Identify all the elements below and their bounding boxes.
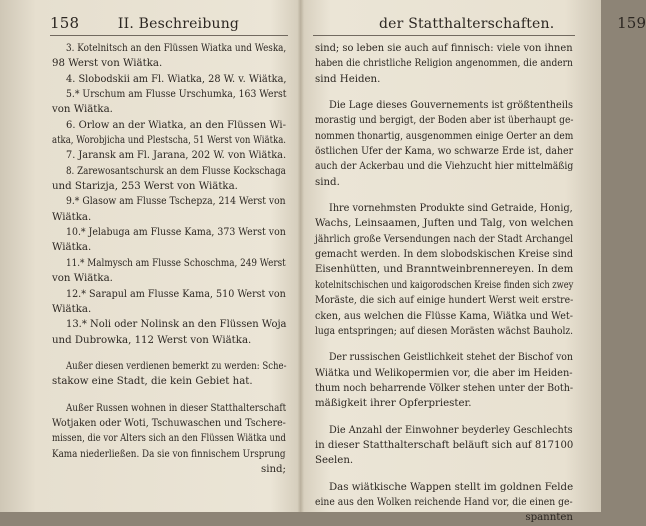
text-line: 10.* Jelabuga am Flusse Kama, 373 Werst von (66, 227, 286, 239)
text-line: Kama niederließen. Da sie von finnischem Ursprung (52, 448, 286, 460)
text-line: auch der Ackerbau und die Viehzucht hier mittelmäßig (315, 161, 574, 173)
text-line: und Dubrowka, 112 Werst von Wiätka. (52, 334, 252, 346)
text-line: sind. (315, 176, 340, 188)
paragraph-gap (52, 390, 286, 401)
text-line: morastig und bergigt, der Boden aber ist überhaupt ge- (315, 115, 574, 127)
text-line: kotelnitschischen und kaigorodschen Kreise finden sich zwey (315, 279, 574, 291)
text-line: 8. Zarewosantschursk an dem Flusse Kockschaga (66, 165, 286, 177)
text-line: 98 Werst von Wiätka. (52, 58, 163, 70)
text-line: Seelen. (315, 455, 354, 467)
text-line: 6. Orlow an der Wiatka, an den Flüssen Wi- (66, 119, 286, 131)
left-page-header (50, 14, 239, 32)
text-line: Wachs, Leinsaamen, Juften und Talg, von welchen (315, 218, 574, 230)
text-line: Außer Russen wohnen in dieser Statthalterschaft (66, 402, 287, 414)
text-line: 12.* Sarapul am Flusse Kama, 510 Werst von (66, 288, 286, 300)
paragraph-gap (315, 190, 573, 201)
text-line: 5.* Urschum am Flusse Urschumka, 163 Werst (66, 89, 287, 101)
right-running-title: der Statthalterschaften. (379, 16, 555, 32)
text-line: Das wiätkische Wappen stellt im goldnen Felde (329, 481, 574, 493)
text-line: spannten (525, 512, 573, 524)
text-line: jährlich große Versendungen nach der Stadt Archangel (315, 233, 574, 245)
left-page (0, 0, 298, 512)
paragraph-gap (315, 469, 573, 480)
text-line: Wiätka. (52, 242, 92, 254)
text-line: 3. Kotelnitsch an den Flüssen Wiatka und Weska, (66, 43, 287, 54)
text-line: in dieser Statthalterschaft beläuft sich auf 817100 (315, 439, 574, 451)
text-line: 13.* Noli oder Nolinsk an den Flüssen Woja (66, 319, 287, 331)
text-line: luga entspringen; auf diesen Morästen wächst Bauholz. (315, 325, 574, 337)
right-page-number: 159 (617, 14, 646, 32)
text-line: 4. Slobodskii am Fl. Wiatka, 28 W. v. Wiätka, (66, 73, 287, 85)
right-page (301, 0, 646, 524)
text-line: gemacht werden. In dem slobodskischen Kreise sind (315, 249, 574, 261)
text-line: thum noch beharrende Völker stehen unter der Both- (315, 382, 574, 394)
text-line: und Starizja, 253 Werst von Wiätka. (52, 181, 238, 193)
paragraph-gap (315, 412, 573, 423)
text-line: von Wiätka. (52, 104, 113, 116)
text-line: Der russischen Geistlichkeit stehet der Bischof von (329, 352, 573, 364)
text-line: sind Heiden. (315, 73, 381, 85)
text-line: Außer diesen verdienen bemerkt zu werden: Sche- (66, 360, 287, 372)
text-line: Die Anzahl der Einwohner beyderley Geschlechts (329, 424, 573, 436)
text-line: stakow eine Stadt, die kein Gebiet hat. (52, 376, 253, 388)
text-line: mäßigkeit ihrer Opferpriester. (315, 398, 472, 410)
right-header-rule (313, 35, 575, 36)
text-line: cken, aus welchen die Flüsse Kama, Wiätka und Wet- (315, 310, 573, 322)
text-line: 7. Jaransk am Fl. Jarana, 202 W. von Wiätka. (66, 150, 287, 162)
text-line: atka, Worobjicha und Plestscha, 51 Werst von Wiätka. (52, 135, 287, 147)
text-line: eine aus den Wolken reichende Hand vor, die einen ge- (315, 496, 573, 508)
text-line: Ihre vornehmsten Produkte sind Getraide, Honig, (329, 203, 573, 215)
right-page-body (315, 41, 573, 526)
text-line: Wotjaken oder Woti, Tschuwaschen und Tschere- (52, 417, 286, 429)
paragraph-gap (52, 348, 286, 359)
left-page-number: 158 (50, 14, 80, 32)
left-running-title: II. Beschreibung (117, 16, 240, 32)
text-line: Eisenhütten, und Branntweinbrennereyen. In dem (315, 264, 574, 276)
text-line: haben die christliche Religion angenommen, die andern (315, 58, 573, 70)
text-line: nommen thonartig, ausgenommen einige Oerter an dem (315, 130, 574, 142)
text-line: Moräste, die sich auf einige hundert Werst weit erstre- (315, 295, 574, 307)
text-line: östlichen Ufer der Kama, wo schwarze Erde ist, daher (315, 146, 574, 158)
paragraph-gap (315, 339, 573, 350)
text-line: sind; so leben sie auch auf finnisch: viele von ihnen (315, 43, 573, 54)
text-line: missen, die vor Alters sich an den Flüssen Wiätka und (52, 433, 286, 445)
text-line: Die Lage dieses Gouvernements ist größtentheils (329, 100, 574, 112)
right-page-header (379, 14, 646, 32)
left-header-rule (50, 35, 288, 36)
text-line: sind; (260, 463, 286, 475)
text-line: Wiätka. (52, 303, 92, 315)
text-line: 9.* Glasow am Flusse Tschepza, 214 Werst von (66, 196, 286, 208)
text-line: Wiätka. (52, 211, 92, 223)
text-line: von Wiätka. (52, 273, 113, 285)
left-page-body (52, 41, 286, 477)
text-line: Wiätka und Welikopermien vor, die aber im Heiden- (315, 367, 573, 379)
paragraph-gap (315, 87, 573, 98)
text-line: 11.* Malmysch am Flusse Schoschma, 249 Werst (66, 257, 286, 269)
